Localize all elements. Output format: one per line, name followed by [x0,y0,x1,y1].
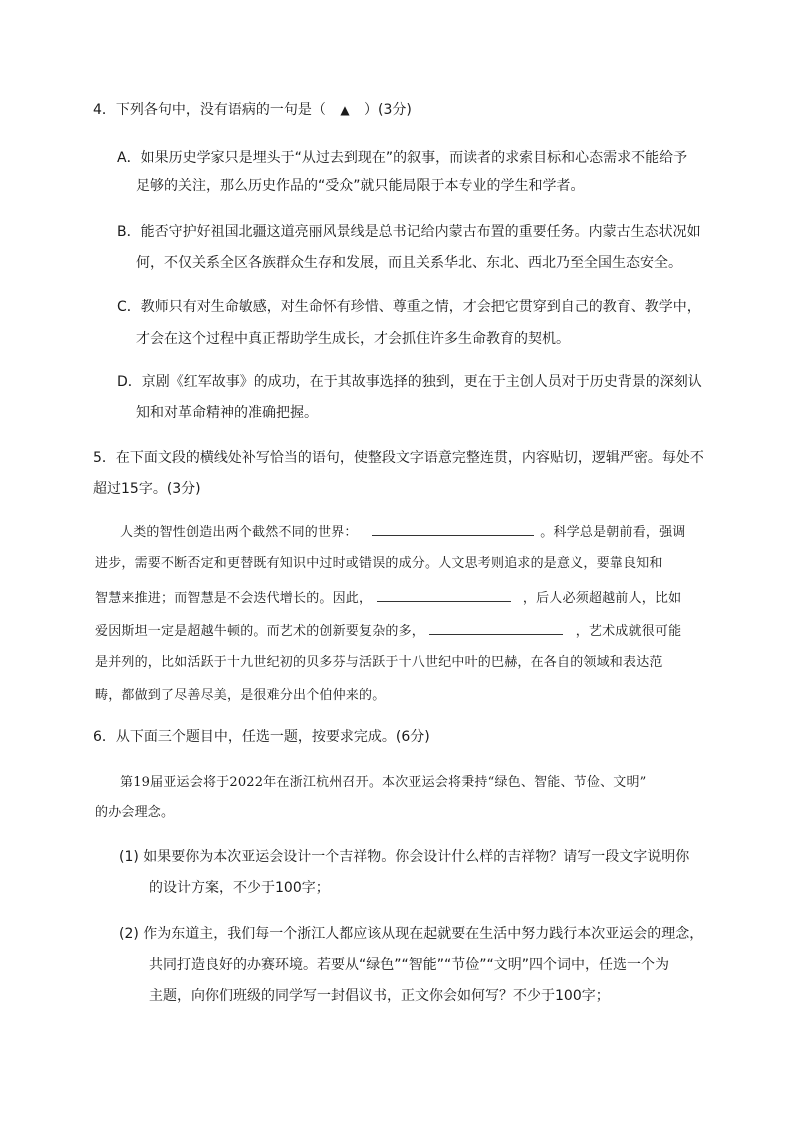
q5-passage-text: 智慧来推进；而智慧是不会迭代增长的。因此， [95,591,373,606]
q6-item2-line1: (2) 作为东道主，我们每一个浙江人都应该从现在起就要在生活中努力践行本次亚运会的理念， [119,926,704,942]
q4-option-b-line1: B．能否守护好祖国北疆这道亮丽风景线是总书记给内蒙古布置的重要任务。内蒙古生态状况如 [117,224,701,240]
triangle-marker-icon: ▲ [340,103,350,117]
answer-blank-2[interactable] [377,587,511,602]
q5-passage-text: 人类的智性创造出两个截然不同的世界： [120,525,358,540]
answer-blank-3[interactable] [429,620,563,635]
q4-stem [93,100,412,120]
q5-passage-text: 爱因斯坦一定是超越牛顿的。而艺术的创新要复杂的多， [95,624,426,639]
q4-option-b-line2: 何，不仅关系全区各族群众生存和发展，而且关系华北、东北、西北乃至全国生态安全。 [136,255,682,271]
q5-stem-line1: 5．在下面文段的横线处补写恰当的语句，使整段文字语意完整连贯，内容贴切，逻辑严密。每处不 [93,450,704,466]
q6-item2-line3: 主题，向你们班级的同学写一封倡议书，正文你会如何写？不少于100字； [149,988,610,1004]
q4-option-c-line2: 才会在这个过程中真正帮助学生成长，才会抓住许多生命教育的契机。 [136,331,570,347]
q4-option-a-line2: 足够的关注，那么历史作品的“受众”就只能局限于本专业的学生和学者。 [136,178,585,194]
q6-item2-line2: 共同打造良好的办赛环境。若要从“绿色”“智能”“节俭”“文明”四个词中，任选一个为 [149,957,670,973]
q4-option-d-line2: 知和对革命精神的准确把握。 [136,405,318,421]
answer-blank-1[interactable] [372,521,534,536]
q5-passage-line4 [95,620,681,642]
q4-stem-end: ）(3分) [364,102,412,118]
q5-passage-line3 [95,587,681,609]
q5-passage-text: ，后人必须超越前人，比如 [522,591,682,606]
q4-stem-text: 4．下列各句中，没有语病的一句是（ [93,102,326,118]
q5-passage-line1 [120,521,686,543]
q6-stem: 6．从下面三个题目中，任选一题，按要求完成。(6分) [93,729,430,745]
q4-option-c-line1: C．教师只有对生命敏感，对生命怀有珍惜、尊重之情，才会把它贯穿到自己的教育、教学中， [117,299,701,315]
q5-passage-text: 。科学总是朝前看，强调 [540,525,686,540]
q4-option-d-line1: D．京剧《红军故事》的成功，在于其故事选择的独到，更在于主创人员对于历史背景的深刻认 [117,374,702,390]
q6-item1-line2: 的设计方案，不少于100字； [149,880,330,896]
q6-intro-line1: 第19届亚运会将于2022年在浙江杭州召开。本次亚运会将秉持“绿色、智能、节俭、文明” [120,775,647,790]
q5-passage-line2: 进步，需要不断否定和更替既有知识中过时或错误的成分。人文思考则追求的是意义，要靠良知和 [95,556,663,571]
q5-stem-line2: 超过15字。(3分) [93,481,201,497]
q6-intro-line2: 的办会理念。 [95,805,175,820]
q5-passage-line6: 畴，都做到了尽善尽美，是很难分出个伯仲来的。 [95,688,386,703]
q4-option-a-line1: A．如果历史学家只是埋头于“从过去到现在”的叙事，而读者的求索目标和心态需求不能给予 [117,150,688,166]
q5-passage-text: ，艺术成就很可能 [575,624,682,639]
q5-passage-line5: 是并列的，比如活跃于十九世纪初的贝多芬与活跃于十八世纪中叶的巴赫，在各自的领域和表达范 [95,655,663,670]
q6-item1-line1: (1) 如果要你为本次亚运会设计一个吉祥物。你会设计什么样的吉祥物？请写一段文字说明你 [119,849,690,865]
